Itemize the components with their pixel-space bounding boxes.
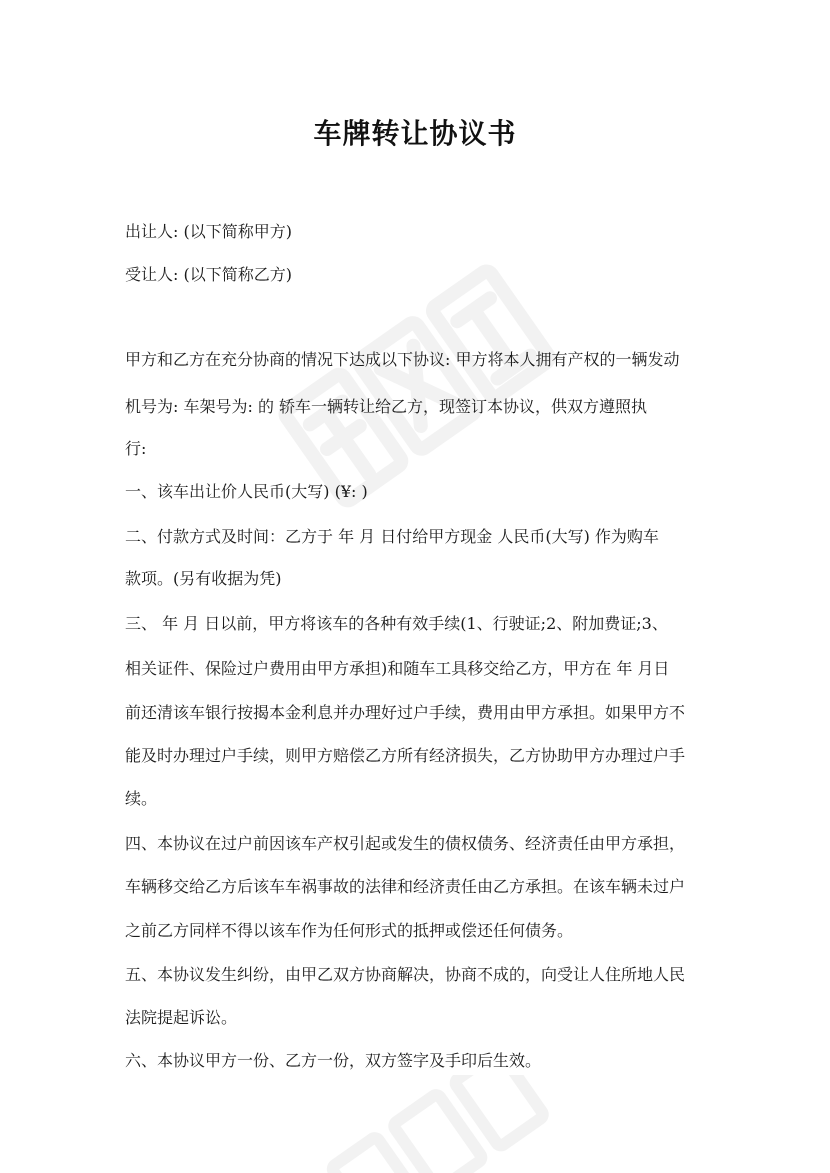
clause-2-cont: 款项。(另有收据为凭) [125, 569, 282, 588]
clause-5-cont: 法院提起诉讼。 [125, 1008, 238, 1027]
clause-1: 一、该车出让价人民币(大写) (¥: ) [125, 482, 368, 501]
body-line: 机号为: 车架号为: 的 轿车一辆转让给乙方，现签订本协议，供双方遵照执 [125, 397, 648, 416]
clause-3-cont: 相关证件、保险过户费用由甲方承担)和随车工具移交给乙方，甲方在 年 月日 [125, 659, 670, 678]
document-title: 车牌转让协议书 [313, 117, 517, 150]
clause-4-cont: 之前乙方同样不得以该车作为任何形式的抵押或偿还任何债务。 [125, 921, 574, 940]
clause-5: 五、本协议发生纠纷，由甲乙双方协商解决，协商不成的，向受让人住所地人民 [125, 965, 686, 984]
clause-4: 四、本协议在过户前因该车产权引起或发生的债权债务、经济责任由甲方承担， [125, 834, 686, 853]
clause-3-cont: 前还清该车银行按揭本金利息并办理好过户手续，费用由甲方承担。如果甲方不 [125, 703, 686, 722]
clause-4-cont: 车辆移交给乙方后该车车祸事故的法律和经济责任由乙方承担。在该车辆未过户 [125, 877, 686, 896]
clause-2: 二、付款方式及时间：乙方于 年 月 日付给甲方现金 人民币(大写) 作为购车 [125, 527, 659, 546]
body-line: 甲方和乙方在充分协商的情况下达成以下协议: 甲方将本人拥有产权的一辆发动 [125, 350, 680, 369]
transferee-line: 受让人: (以下简称乙方) [125, 265, 292, 284]
clause-3-cont: 续。 [125, 789, 158, 808]
watermark-logo-bottom [300, 1075, 560, 1173]
body-line: 行: [125, 439, 147, 458]
clause-3: 三、 年 月 日以前，甲方将该车的各种有效手续(1、行驶证;2、附加费证;3、 [125, 614, 668, 633]
clause-6: 六、本协议甲方一份、乙方一份，双方签字及手印后生效。 [125, 1051, 542, 1070]
clause-3-cont: 能及时办理过户手续，则甲方赔偿乙方所有经济损失，乙方协助甲方办理过户手 [125, 746, 686, 765]
watermark-logo [255, 260, 585, 520]
transferor-line: 出让人: (以下简称甲方) [125, 222, 292, 241]
